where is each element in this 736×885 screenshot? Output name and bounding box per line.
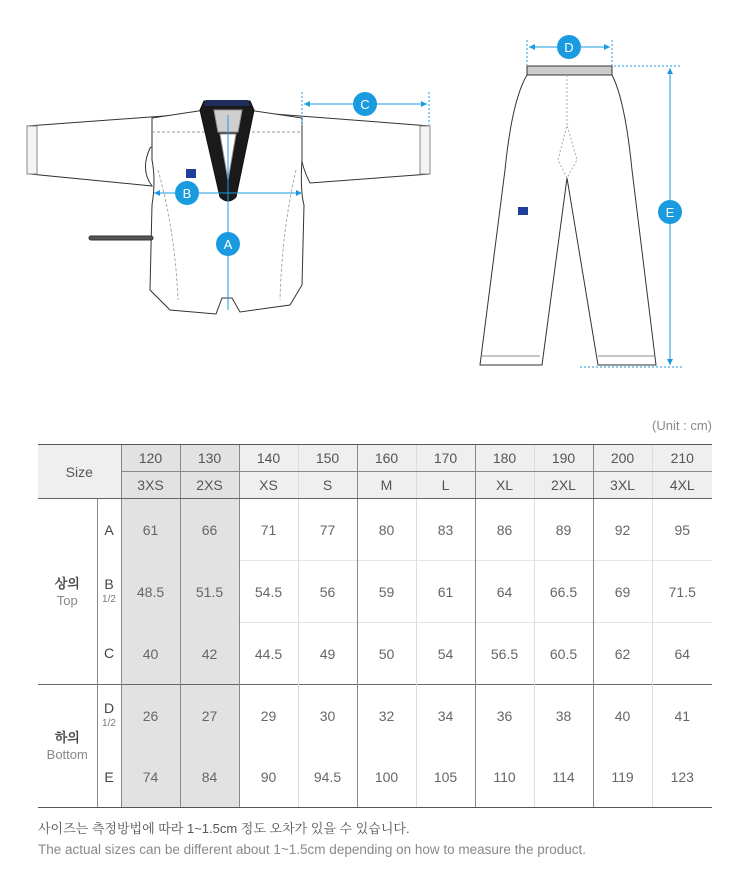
size-cell: 2XS	[180, 472, 239, 499]
value-cell: 38	[534, 685, 593, 747]
value-cell: 71	[239, 499, 298, 561]
half-measure-note: 1/2	[102, 717, 116, 729]
height-cell: 140	[239, 445, 298, 472]
group-top-ko: 상의	[54, 575, 80, 591]
value-cell: 66	[180, 499, 239, 561]
row-letter-text: A	[104, 521, 114, 538]
height-cell: 190	[534, 445, 593, 472]
group-top-en: Top	[56, 592, 78, 608]
value-cell: 64	[652, 623, 712, 685]
group-bottom-en: Bottom	[46, 747, 88, 762]
row-letter-text: C	[103, 645, 115, 662]
value-cell: 92	[593, 499, 652, 561]
height-cell: 130	[180, 445, 239, 472]
marker-b-label: B	[182, 186, 192, 201]
value-cell: 32	[357, 685, 416, 747]
height-cell: 200	[593, 445, 652, 472]
value-cell: 36	[475, 685, 534, 747]
row-letter-text: B	[104, 575, 114, 592]
size-chart-table	[38, 444, 712, 808]
dimension-d	[527, 35, 612, 65]
value-cell: 61	[121, 499, 180, 561]
group-top	[38, 499, 97, 685]
value-cell: 119	[593, 746, 652, 808]
value-cell: 69	[593, 561, 652, 623]
height-cell: 170	[416, 445, 475, 472]
brand-logo-icon	[186, 169, 196, 178]
value-cell: 30	[298, 685, 357, 747]
value-cell: 29	[239, 685, 298, 747]
size-header-row	[38, 472, 712, 499]
value-cell: 105	[416, 746, 475, 808]
value-cell: 49	[298, 623, 357, 685]
value-cell: 54.5	[239, 561, 298, 623]
table-row-a	[38, 499, 712, 561]
size-diagram	[0, 0, 736, 400]
pants-illustration	[480, 66, 656, 365]
value-cell: 123	[652, 746, 712, 808]
value-cell: 62	[593, 623, 652, 685]
measurement-note-ko: 사이즈는 측정방법에 따라 1~1.5cm 정도 오차가 있을 수 있습니다.	[38, 821, 410, 836]
value-cell: 59	[357, 561, 416, 623]
value-cell: 40	[593, 685, 652, 747]
value-cell: 100	[357, 746, 416, 808]
size-cell: 3XS	[121, 472, 180, 499]
size-cell: XS	[239, 472, 298, 499]
value-cell: 54	[416, 623, 475, 685]
marker-d-label: D	[564, 40, 574, 55]
value-cell: 50	[357, 623, 416, 685]
height-cell: 160	[357, 445, 416, 472]
height-cell: 120	[121, 445, 180, 472]
value-cell: 83	[416, 499, 475, 561]
value-cell: 26	[121, 685, 180, 747]
value-cell: 114	[534, 746, 593, 808]
value-cell: 61	[416, 561, 475, 623]
value-cell: 56	[298, 561, 357, 623]
height-cell: 210	[652, 445, 712, 472]
marker-a-label: A	[223, 237, 233, 252]
size-cell: 3XL	[593, 472, 652, 499]
value-cell: 95	[652, 499, 712, 561]
value-cell: 90	[239, 746, 298, 808]
value-cell: 51.5	[180, 561, 239, 623]
height-cell: 180	[475, 445, 534, 472]
size-cell: L	[416, 472, 475, 499]
value-cell: 60.5	[534, 623, 593, 685]
size-cell: 2XL	[534, 472, 593, 499]
brand-logo-icon	[518, 207, 528, 215]
row-letter-text: D	[103, 699, 115, 716]
measurement-note-en: The actual sizes can be different about 1~1.5cm depending on how to measure the product.	[38, 842, 586, 857]
size-cell: XL	[475, 472, 534, 499]
value-cell: 27	[180, 685, 239, 747]
group-bottom-ko: 하의	[54, 730, 80, 745]
table-row-e	[38, 746, 712, 808]
row-letter-text: E	[104, 768, 114, 785]
value-cell: 48.5	[121, 561, 180, 623]
row-letter-d	[97, 685, 121, 747]
value-cell: 86	[475, 499, 534, 561]
size-cell: 4XL	[652, 472, 712, 499]
size-cell: S	[298, 472, 357, 499]
row-letter-b	[97, 561, 121, 623]
row-letter-e	[97, 746, 121, 808]
value-cell: 44.5	[239, 623, 298, 685]
table-row-c	[38, 623, 712, 685]
size-cell: M	[357, 472, 416, 499]
row-letter-c	[97, 623, 121, 685]
table-row-d	[38, 685, 712, 747]
value-cell: 110	[475, 746, 534, 808]
value-cell: 77	[298, 499, 357, 561]
value-cell: 71.5	[652, 561, 712, 623]
table-row-b	[38, 561, 712, 623]
height-cell: 150	[298, 445, 357, 472]
value-cell: 84	[180, 746, 239, 808]
half-measure-note: 1/2	[102, 593, 116, 605]
value-cell: 89	[534, 499, 593, 561]
value-cell: 66.5	[534, 561, 593, 623]
value-cell: 42	[180, 623, 239, 685]
unit-label: (Unit : cm)	[652, 418, 712, 433]
group-bottom	[38, 685, 97, 808]
value-cell: 74	[121, 746, 180, 808]
row-letter-a	[97, 499, 121, 561]
value-cell: 56.5	[475, 623, 534, 685]
size-header: Size	[38, 445, 121, 499]
value-cell: 41	[652, 685, 712, 747]
height-header-row	[38, 445, 712, 472]
marker-c-label: C	[360, 97, 370, 112]
value-cell: 64	[475, 561, 534, 623]
value-cell: 34	[416, 685, 475, 747]
value-cell: 94.5	[298, 746, 357, 808]
marker-e-label: E	[665, 205, 675, 220]
value-cell: 40	[121, 623, 180, 685]
value-cell: 80	[357, 499, 416, 561]
